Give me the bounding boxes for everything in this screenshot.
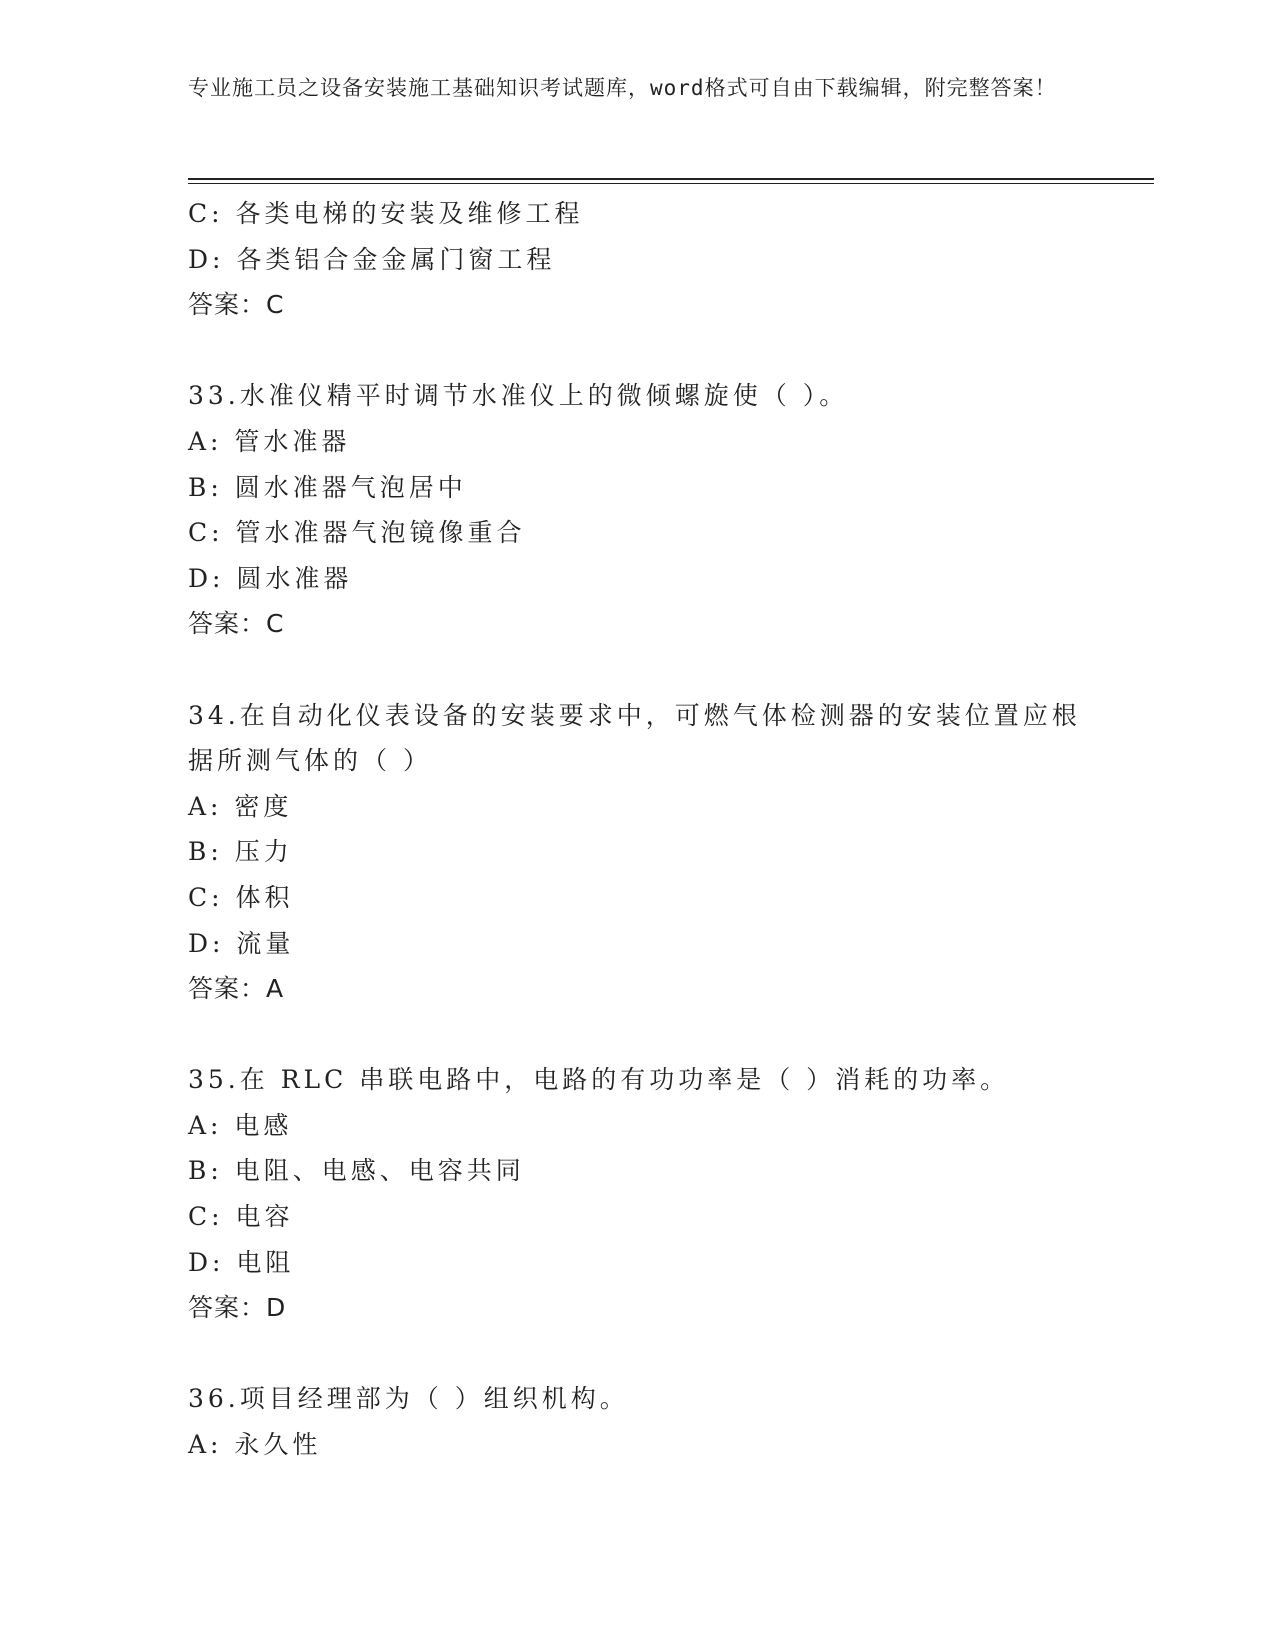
spacer	[188, 328, 1108, 374]
option-b: B: 压力	[188, 837, 293, 867]
question-35	[188, 1057, 1108, 1331]
option-a: A: 密度	[188, 791, 293, 821]
question-stem: 35.在 RLC 串联电路中，电路的有功功率是（ ）消耗的功率。	[188, 1065, 1010, 1095]
option-c: C: 体积	[188, 882, 294, 912]
answer: 答案：C	[188, 609, 285, 639]
answer: 答案：C	[188, 290, 285, 320]
option-a: A: 永久性	[188, 1430, 322, 1460]
option-d: D: 电阻	[188, 1247, 295, 1277]
option-d: D: 圆水准器	[188, 563, 353, 593]
spacer	[188, 647, 1108, 693]
option-b: B: 电阻、电感、电容共同	[188, 1156, 525, 1186]
option-a: A: 管水准器	[188, 426, 351, 456]
question-32-continued	[188, 191, 1108, 328]
document-header: 专业施工员之设备安装施工基础知识考试题库，word格式可自由下载编辑，附完整答案！	[188, 76, 1057, 100]
option-c: C: 电容	[188, 1202, 294, 1232]
question-stem-line-1: 34.在自动化仪表设备的安装要求中，可燃气体检测器的安装位置应根	[188, 700, 1081, 730]
spacer	[188, 1012, 1108, 1058]
spacer	[188, 1331, 1108, 1377]
answer: 答案：D	[188, 1293, 287, 1323]
question-36	[188, 1376, 1108, 1467]
question-stem-line-2: 据所测气体的（ ）	[188, 746, 432, 776]
option-d: D: 各类铝合金金属门窗工程	[188, 244, 556, 274]
option-c: C: 各类电梯的安装及维修工程	[188, 199, 584, 228]
option-a: A: 电感	[188, 1110, 293, 1140]
header-divider-thick	[188, 178, 1154, 180]
answer: 答案：A	[188, 974, 285, 1004]
question-stem: 33.水准仪精平时调节水准仪上的微倾螺旋使（ ）。	[188, 381, 849, 411]
question-list	[188, 191, 1108, 1468]
option-b: B: 圆水准器气泡居中	[188, 472, 467, 502]
question-stem: 36.项目经理部为（ ）组织机构。	[188, 1384, 629, 1414]
question-33	[188, 373, 1108, 647]
option-d: D: 流量	[188, 928, 295, 958]
question-34	[188, 693, 1108, 1012]
header-divider-thin	[188, 183, 1154, 184]
option-c: C: 管水准器气泡镜像重合	[188, 518, 526, 548]
